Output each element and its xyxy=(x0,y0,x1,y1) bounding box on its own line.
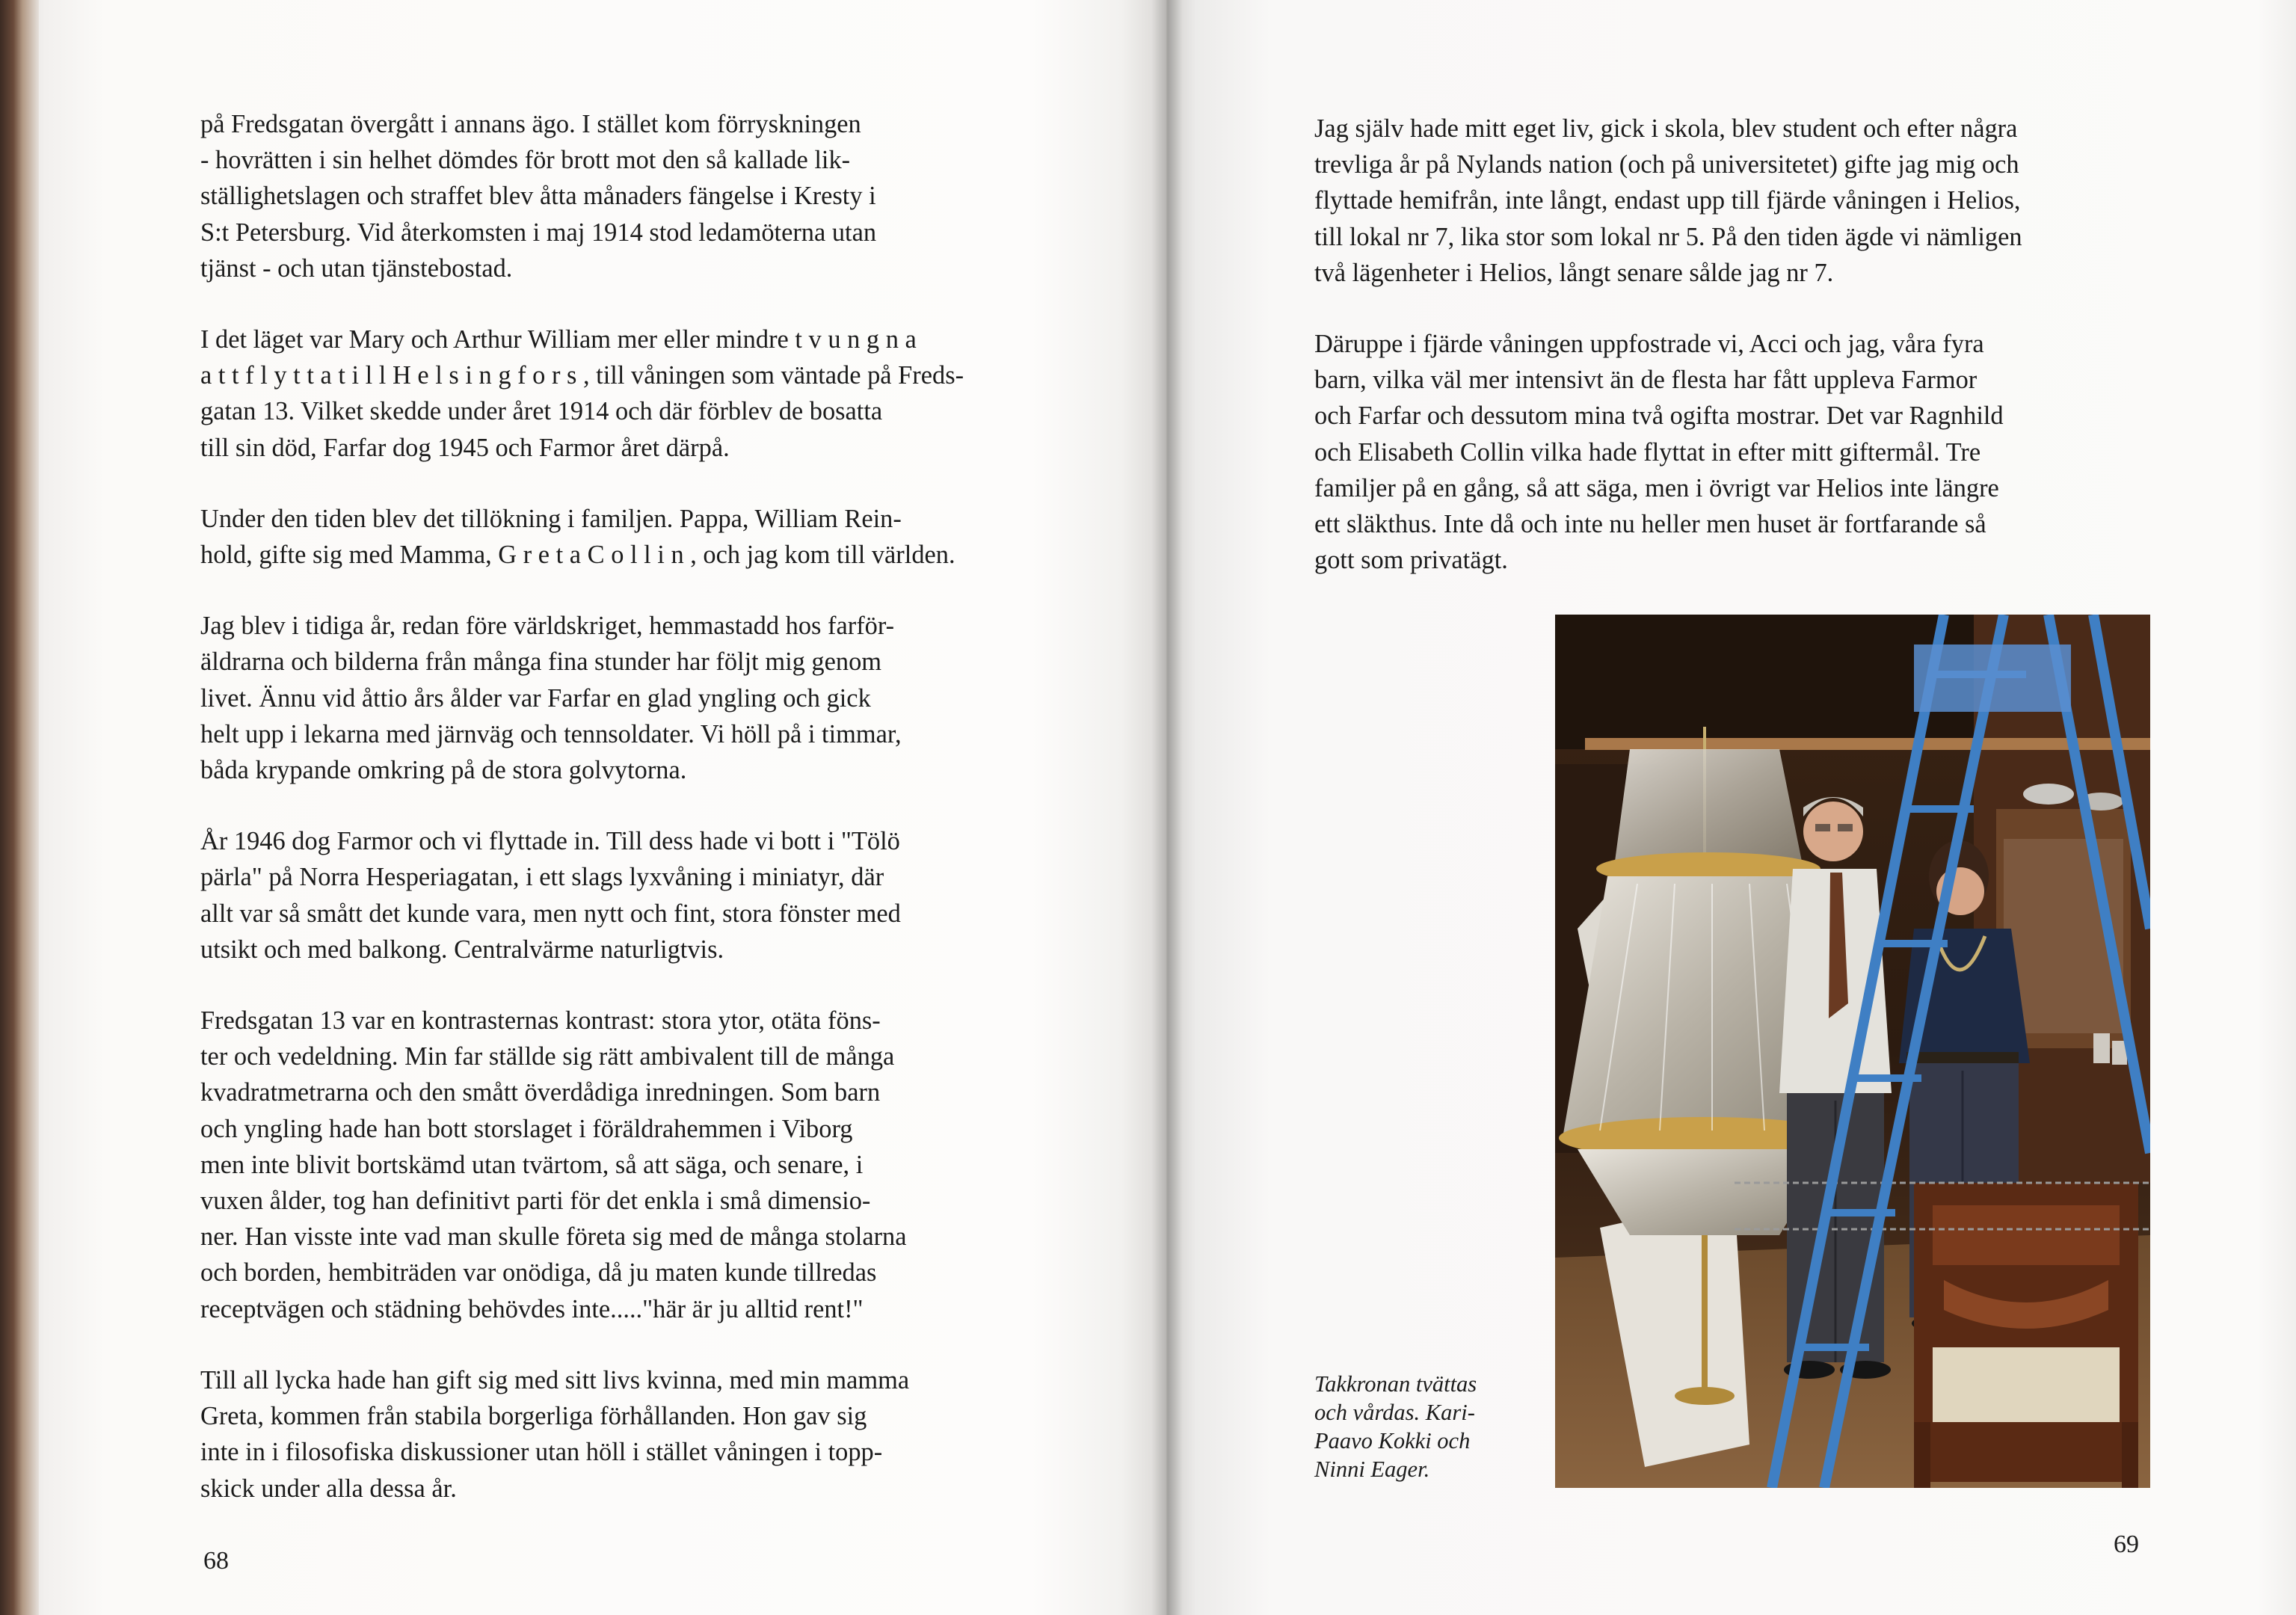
text-line: och Farfar och dessutom mina två ogifta mostrar. Det var Ragnhild xyxy=(1314,402,2004,431)
paragraph xyxy=(200,106,1047,286)
paragraph xyxy=(1314,326,2152,578)
text-line: Till all lycka hade han gift sig med sitt livs kvinna, med min mamma xyxy=(200,1365,910,1394)
text-line: Ninni Eager. xyxy=(1314,1456,1430,1482)
man-figure xyxy=(1779,797,1892,1379)
text-line: båda krypande omkring på de stora golvytorna. xyxy=(200,756,687,785)
text-line: två lägenheter i Helios, långt senare sålde jag nr 7. xyxy=(1314,258,1834,287)
text-line: och vårdas. Kari- xyxy=(1314,1400,1475,1425)
text-line: familjer på en gång, så att säga, men i övrigt var Helios inte längre xyxy=(1314,473,1999,502)
right-page xyxy=(1166,0,2296,1615)
text-line: helt upp i lekarna med järnväg och tennsoldater. Vi höll på i timmar, xyxy=(200,719,902,748)
paragraph xyxy=(1314,111,2152,291)
text-line: I det läget var Mary och Arthur William mer eller mindre t v u n g n a xyxy=(200,325,917,354)
left-page-text xyxy=(200,106,1047,1542)
text-line: flyttade hemifrån, inte långt, endast upp till fjärde våningen i Helios, xyxy=(1314,186,2021,215)
text-line: Jag själv hade mitt eget liv, gick i skola, blev student och efter några xyxy=(1314,114,2018,143)
text-line: inte in i filosofiska diskussioner utan höll i stället våningen i topp- xyxy=(200,1438,883,1467)
text-line: kvadratmetrarna och den smått överdådiga inredningen. Som barn xyxy=(200,1078,881,1107)
text-line: gatan 13. Vilket skedde under året 1914 och där förblev de bosatta xyxy=(200,397,883,426)
text-line: vuxen ålder, tog han definitivt parti för det enkla i små dimensio- xyxy=(200,1187,871,1216)
text-line: ställighetslagen och straffet blev åtta månaders fängelse i Kresty i xyxy=(200,182,876,211)
text-line: och Elisabeth Collin vilka hade flyttat in efter mitt giftermål. Tre xyxy=(1314,437,1981,467)
page-number-left: 68 xyxy=(203,1547,229,1575)
text-line: S:t Petersburg. Vid återkomsten i maj 1914 stod ledamöterna utan xyxy=(200,218,877,247)
right-page-text xyxy=(1314,111,2152,613)
text-line: och borden, hembiträden var onödiga, då ju maten kunde tillredas xyxy=(200,1258,877,1288)
text-line: hold, gifte sig med Mamma, G r e t a C o l l i n , och jag kom till världen. xyxy=(200,541,955,570)
text-line: Däruppe i fjärde våningen uppfostrade vi, Acci och jag, våra fyra xyxy=(1314,330,1984,359)
chandelier-photo xyxy=(1555,615,2150,1488)
text-line: Paavo Kokki och xyxy=(1314,1428,1471,1454)
photo-caption xyxy=(1314,1370,1531,1483)
text-line: ter och vedeldning. Min far ställde sig rätt ambivalent till de många xyxy=(200,1042,895,1071)
text-line: men inte blivit bortskämd utan tvärtom, så att säga, och senare, i xyxy=(200,1150,864,1179)
text-line: och yngling hade han bott storslaget i föräldrahemmen i Viborg xyxy=(200,1114,853,1143)
text-line: gott som privatägt. xyxy=(1314,546,1508,575)
page-number-right: 69 xyxy=(2114,1531,2139,1558)
text-line: ett släkthus. Inte då och inte nu heller men huset är fortfarande så xyxy=(1314,510,1986,539)
text-line: - hovrätten i sin helhet dömdes för brott mot den så kallade lik- xyxy=(200,146,851,175)
text-line: till sin död, Farfar dog 1945 och Farmor året därpå. xyxy=(200,433,730,462)
text-line: barn, vilka väl mer intensivt än de flesta har fått uppleva Farmor xyxy=(1314,366,1978,395)
text-line: Takkronan tvättas xyxy=(1314,1371,1477,1397)
paragraph xyxy=(200,1003,1047,1327)
text-line: till lokal nr 7, lika stor som lokal nr 5. På den tiden ägde vi nämligen xyxy=(1314,222,2022,251)
text-line: receptvägen och städning behövdes inte....."här är ju alltid rent!" xyxy=(200,1294,864,1323)
text-line: pärla" på Norra Hesperiagatan, i ett slags lyxvåning i miniatyr, där xyxy=(200,863,884,892)
text-line: a t t f l y t t a t i l l H e l s i n g f o r s , till våningen som väntade på Freds- xyxy=(200,361,964,390)
text-line: Jag blev i tidiga år, redan före världskriget, hemmastadd hos farför- xyxy=(200,612,895,641)
paragraph xyxy=(200,501,1047,573)
paragraph xyxy=(200,322,1047,466)
text-line: utsikt och med balkong. Centralvärme naturligtvis. xyxy=(200,935,724,964)
paragraph xyxy=(200,1362,1047,1507)
text-line: på Fredsgatan övergått i annans ägo. I stället kom förryskningen xyxy=(200,110,861,138)
text-line: tjänst - och utan tjänstebostad. xyxy=(200,253,513,283)
text-line: allt var så smått det kunde vara, men nytt och fint, stora fönster med xyxy=(200,899,901,928)
paragraph xyxy=(200,823,1047,968)
text-line: skick under alla dessa år. xyxy=(200,1474,457,1503)
text-line: äldrarna och bilderna från många fina stunder har följt mig genom xyxy=(200,647,882,677)
text-line: trevliga år på Nylands nation (och på universitetet) gifte jag mig och xyxy=(1314,150,2019,179)
text-line: ner. Han visste inte vad man skulle företa sig med de många stolarna xyxy=(200,1222,907,1252)
text-line: livet. Ännu vid åttio års ålder var Farfar en glad yngling och gick xyxy=(200,683,871,713)
text-line: Under den tiden blev det tillökning i familjen. Pappa, William Rein- xyxy=(200,504,902,533)
book-gutter xyxy=(1151,0,1183,1615)
text-line: År 1946 dog Farmor och vi flyttade in. Till dess hade vi bott i "Tölö xyxy=(200,827,900,856)
text-line: Fredsgatan 13 var en kontrasternas kontrast: stora ytor, otäta föns- xyxy=(200,1006,881,1036)
paragraph xyxy=(200,608,1047,788)
text-line: Greta, kommen från stabila borgerliga förhållanden. Hon gav sig xyxy=(200,1402,867,1431)
